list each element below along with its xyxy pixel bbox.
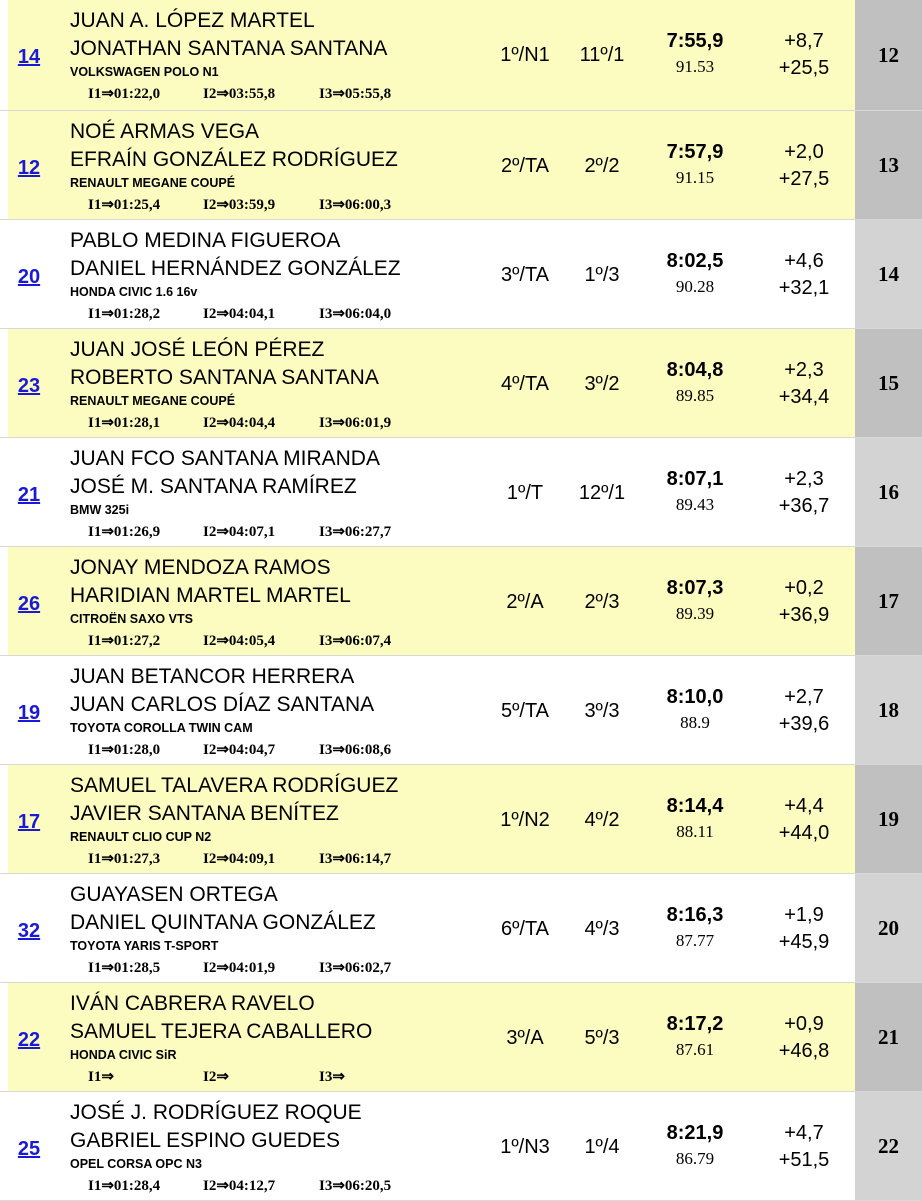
gap-leader: +39,6 <box>778 713 830 735</box>
stage-time: 8:02,5 <box>666 250 724 272</box>
driver-name: JUAN A. LÓPEZ MARTEL <box>70 9 315 32</box>
gap-leader: +32,1 <box>778 277 830 299</box>
intermediate-2: I2⇒04:01,9 <box>203 960 276 976</box>
codriver-name: DANIEL QUINTANA GONZÁLEZ <box>70 911 376 934</box>
average-speed: 88.11 <box>676 822 714 841</box>
intermediate-3: I3⇒06:08,6 <box>319 742 392 758</box>
row-left-margin <box>0 656 8 764</box>
group-position: 2º/TA <box>500 155 550 177</box>
intermediate-3: I3⇒06:07,4 <box>319 633 392 649</box>
intermediate-1: I1⇒01:28,4 <box>88 1178 161 1194</box>
overall-rank: 20 <box>855 874 922 982</box>
row-left-margin <box>0 220 8 328</box>
row-left-margin <box>0 329 8 437</box>
overall-rank: 17 <box>855 547 922 655</box>
driver-name: IVÁN CABRERA RAVELO <box>70 992 315 1015</box>
intermediate-2: I2⇒04:04,1 <box>203 306 276 322</box>
entry-number-link[interactable]: 17 <box>17 811 41 833</box>
entry-number-link[interactable]: 25 <box>17 1138 41 1160</box>
stage-time: 8:04,8 <box>666 359 724 381</box>
intermediate-3: I3⇒ <box>319 1069 345 1085</box>
intermediate-1: I1⇒01:25,4 <box>88 197 161 213</box>
entry-number-link[interactable]: 19 <box>17 702 41 724</box>
intermediate-3: I3⇒06:27,7 <box>319 524 392 540</box>
result-row <box>0 0 922 111</box>
gap-previous: +2,3 <box>784 468 824 490</box>
group-position: 1º/N1 <box>500 44 550 66</box>
entry-number-link[interactable]: 22 <box>17 1029 41 1051</box>
overall-rank: 22 <box>855 1092 922 1200</box>
average-speed: 88.9 <box>680 713 710 732</box>
intermediate-3: I3⇒06:20,5 <box>319 1178 392 1194</box>
intermediate-1: I1⇒01:27,2 <box>88 633 161 649</box>
gap-leader: +34,4 <box>778 386 830 408</box>
intermediate-2: I2⇒04:05,4 <box>203 633 276 649</box>
car-model: RENAULT CLIO CUP N2 <box>70 830 212 844</box>
entry-number-link[interactable]: 14 <box>17 46 41 68</box>
gap-leader: +36,9 <box>778 604 830 626</box>
overall-rank: 14 <box>855 220 922 328</box>
stage-time: 8:16,3 <box>666 904 724 926</box>
intermediate-1: I1⇒01:28,0 <box>88 742 161 758</box>
class-position: 3º/3 <box>584 700 620 722</box>
codriver-name: DANIEL HERNÁNDEZ GONZÁLEZ <box>70 257 401 280</box>
gap-previous: +2,0 <box>784 141 824 163</box>
codriver-name: ROBERTO SANTANA SANTANA <box>70 366 379 389</box>
intermediate-2: I2⇒03:59,9 <box>203 197 276 213</box>
gap-leader: +51,5 <box>778 1149 830 1171</box>
overall-rank: 13 <box>855 111 922 219</box>
overall-rank: 19 <box>855 765 922 873</box>
gap-previous: +2,3 <box>784 359 824 381</box>
codriver-name: GABRIEL ESPINO GUEDES <box>70 1129 340 1152</box>
stage-time: 8:21,9 <box>666 1122 724 1144</box>
intermediate-2: I2⇒04:12,7 <box>203 1178 276 1194</box>
codriver-name: JUAN CARLOS DÍAZ SANTANA <box>70 693 375 716</box>
entry-number-link[interactable]: 21 <box>17 484 41 506</box>
car-model: HONDA CIVIC SiR <box>70 1048 177 1062</box>
row-left-margin <box>0 765 8 873</box>
intermediate-2: I2⇒ <box>203 1069 229 1085</box>
row-left-margin <box>0 1092 8 1200</box>
intermediate-3: I3⇒05:55,8 <box>319 86 392 102</box>
intermediate-1: I1⇒01:28,5 <box>88 960 161 976</box>
intermediate-1: I1⇒01:28,2 <box>88 306 161 322</box>
row-left-margin <box>0 874 8 982</box>
stage-time: 8:17,2 <box>666 1013 724 1035</box>
gap-previous: +8,7 <box>784 30 824 52</box>
class-position: 3º/2 <box>584 373 620 395</box>
row-left-margin <box>0 0 8 110</box>
group-position: 5º/TA <box>500 700 550 722</box>
gap-previous: +0,9 <box>784 1013 824 1035</box>
car-model: CITROËN SAXO VTS <box>70 612 193 626</box>
gap-previous: +0,2 <box>784 577 824 599</box>
average-speed: 89.39 <box>675 604 715 623</box>
car-model: HONDA CIVIC 1.6 16v <box>70 285 198 299</box>
codriver-name: HARIDIAN MARTEL MARTEL <box>70 584 351 607</box>
car-model: VOLKSWAGEN POLO N1 <box>70 65 219 79</box>
intermediate-1: I1⇒01:28,1 <box>88 415 161 431</box>
group-position: 1º/N2 <box>500 809 550 831</box>
average-speed: 89.43 <box>675 495 715 514</box>
result-row <box>0 983 922 1092</box>
result-row <box>0 656 922 765</box>
entry-number-link[interactable]: 12 <box>17 157 41 179</box>
average-speed: 89.85 <box>675 386 715 405</box>
result-row <box>0 438 922 547</box>
entry-number-link[interactable]: 20 <box>17 266 41 288</box>
car-model: RENAULT MEGANE COUPÉ <box>70 176 236 190</box>
intermediate-2: I2⇒03:55,8 <box>203 86 276 102</box>
row-left-margin <box>0 547 8 655</box>
result-row <box>0 765 922 874</box>
driver-name: JUAN FCO SANTANA MIRANDA <box>70 447 380 470</box>
stage-time: 8:14,4 <box>666 795 724 817</box>
intermediate-2: I2⇒04:04,4 <box>203 415 276 431</box>
gap-leader: +25,5 <box>778 57 830 79</box>
group-position: 1º/T <box>506 482 544 504</box>
class-position: 1º/4 <box>584 1136 620 1158</box>
codriver-name: JONATHAN SANTANA SANTANA <box>70 37 388 60</box>
overall-rank: 12 <box>855 0 922 110</box>
gap-leader: +46,8 <box>778 1040 830 1062</box>
overall-rank: 21 <box>855 983 922 1091</box>
car-model: RENAULT MEGANE COUPÉ <box>70 394 236 408</box>
gap-leader: +44,0 <box>778 822 830 844</box>
overall-rank: 15 <box>855 329 922 437</box>
group-position: 1º/N3 <box>500 1136 550 1158</box>
car-model: BMW 325i <box>70 503 130 517</box>
codriver-name: SAMUEL TEJERA CABALLERO <box>70 1020 373 1043</box>
result-row <box>0 220 922 329</box>
row-left-margin <box>0 111 8 219</box>
intermediate-3: I3⇒06:14,7 <box>319 851 392 867</box>
intermediate-2: I2⇒04:04,7 <box>203 742 276 758</box>
driver-name: JONAY MENDOZA RAMOS <box>70 556 331 579</box>
driver-name: JUAN JOSÉ LEÓN PÉREZ <box>70 338 325 361</box>
class-position: 4º/2 <box>584 809 620 831</box>
group-position: 6º/TA <box>500 918 550 940</box>
group-position: 2º/A <box>506 591 544 613</box>
group-position: 3º/A <box>506 1027 544 1049</box>
gap-leader: +36,7 <box>778 495 830 517</box>
intermediate-1: I1⇒01:27,3 <box>88 851 161 867</box>
codriver-name: EFRAÍN GONZÁLEZ RODRÍGUEZ <box>70 148 398 171</box>
group-position: 3º/TA <box>500 264 550 286</box>
overall-rank: 16 <box>855 438 922 546</box>
class-position: 5º/3 <box>584 1027 620 1049</box>
class-position: 1º/3 <box>584 264 620 286</box>
stage-time: 7:57,9 <box>666 141 724 163</box>
result-row <box>0 547 922 656</box>
result-row <box>0 874 922 983</box>
average-speed: 91.53 <box>675 57 715 76</box>
result-row <box>0 1092 922 1201</box>
driver-name: SAMUEL TALAVERA RODRÍGUEZ <box>70 774 399 797</box>
average-speed: 87.77 <box>675 931 715 950</box>
class-position: 11º/1 <box>579 44 625 66</box>
gap-previous: +2,7 <box>784 686 824 708</box>
gap-previous: +1,9 <box>784 904 824 926</box>
intermediate-3: I3⇒06:04,0 <box>319 306 392 322</box>
group-position: 4º/TA <box>500 373 550 395</box>
car-model: TOYOTA COROLLA TWIN CAM <box>70 721 253 735</box>
intermediate-2: I2⇒04:07,1 <box>203 524 276 540</box>
class-position: 12º/1 <box>578 482 626 504</box>
stage-time: 7:55,9 <box>666 30 724 52</box>
intermediate-1: I1⇒01:22,0 <box>88 86 161 102</box>
driver-name: JOSÉ J. RODRÍGUEZ ROQUE <box>70 1101 362 1124</box>
row-left-margin <box>0 438 8 546</box>
gap-leader: +45,9 <box>778 931 830 953</box>
gap-previous: +4,7 <box>784 1122 824 1144</box>
driver-name: NOÉ ARMAS VEGA <box>70 120 260 143</box>
intermediate-1: I1⇒01:26,9 <box>88 524 161 540</box>
overall-rank: 18 <box>855 656 922 764</box>
intermediate-3: I3⇒06:00,3 <box>319 197 392 213</box>
result-row <box>0 329 922 438</box>
codriver-name: JAVIER SANTANA BENÍTEZ <box>70 802 339 825</box>
gap-leader: +27,5 <box>778 168 830 190</box>
codriver-name: JOSÉ M. SANTANA RAMÍREZ <box>70 475 357 498</box>
stage-time: 8:07,3 <box>666 577 724 599</box>
driver-name: JUAN BETANCOR HERRERA <box>70 665 355 688</box>
average-speed: 86.79 <box>675 1149 715 1168</box>
intermediate-1: I1⇒ <box>88 1069 114 1085</box>
result-row <box>0 111 922 220</box>
intermediate-2: I2⇒04:09,1 <box>203 851 276 867</box>
class-position: 2º/2 <box>584 155 620 177</box>
row-left-margin <box>0 983 8 1091</box>
driver-name: GUAYASEN ORTEGA <box>70 883 278 906</box>
intermediate-3: I3⇒06:01,9 <box>319 415 392 431</box>
gap-previous: +4,4 <box>784 795 824 817</box>
driver-name: PABLO MEDINA FIGUEROA <box>70 229 341 252</box>
intermediate-3: I3⇒06:02,7 <box>319 960 392 976</box>
average-speed: 91.15 <box>675 168 715 187</box>
stage-time: 8:10,0 <box>666 686 724 708</box>
average-speed: 90.28 <box>675 277 715 296</box>
stage-time: 8:07,1 <box>666 468 724 490</box>
car-model: TOYOTA YARIS T-SPORT <box>70 939 219 953</box>
average-speed: 87.61 <box>675 1040 715 1059</box>
class-position: 2º/3 <box>584 591 620 613</box>
entry-number-link[interactable]: 23 <box>17 375 41 397</box>
gap-previous: +4,6 <box>784 250 824 272</box>
entry-number-link[interactable]: 26 <box>17 593 41 615</box>
entry-number-link[interactable]: 32 <box>17 920 41 942</box>
car-model: OPEL CORSA OPC N3 <box>70 1157 202 1171</box>
class-position: 4º/3 <box>584 918 620 940</box>
